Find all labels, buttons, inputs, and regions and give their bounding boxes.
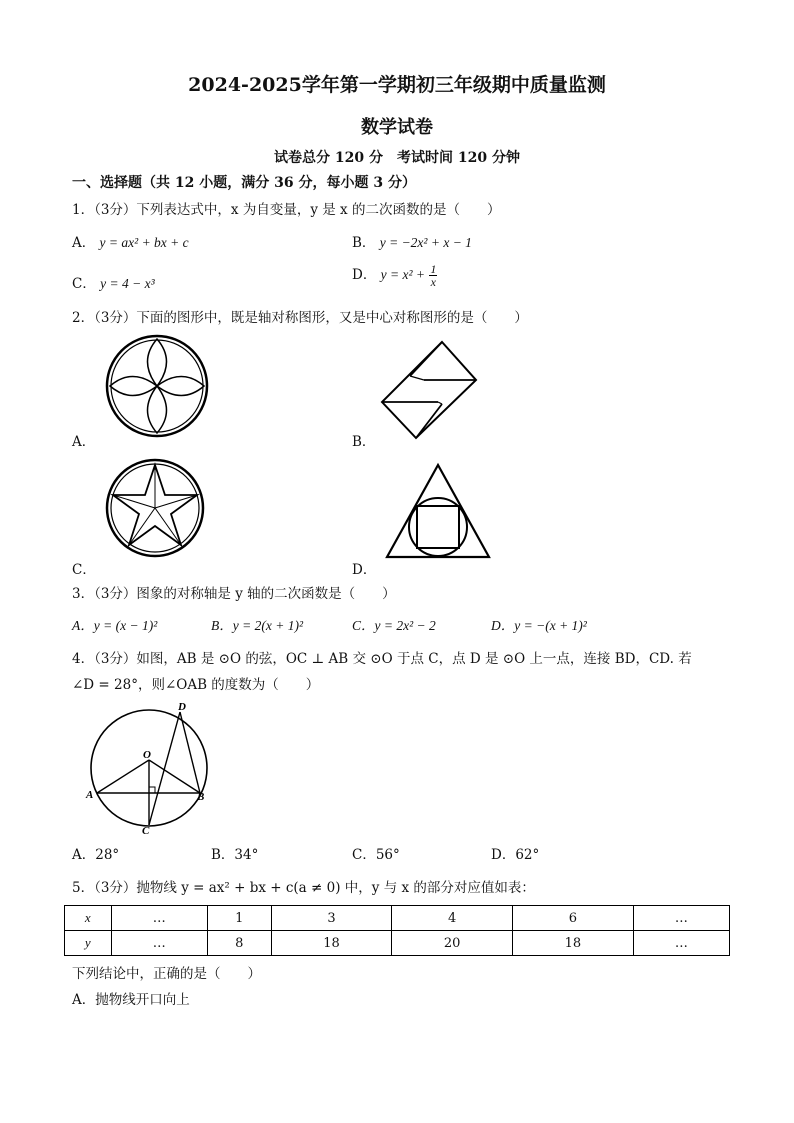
q2-option-a-label: A．: [72, 434, 96, 450]
value-table: [64, 905, 730, 956]
question-4-stem-line2: ∠D = 28°，则∠OAB 的度数为（ ）: [72, 677, 320, 693]
fraction-numerator: 1: [430, 262, 437, 276]
q3-option-b: B．y = 2(x + 1)²: [211, 618, 303, 633]
q4-option-c: C．56°: [352, 847, 400, 863]
question-3-stem: 3．（3分）图象的对称轴是 y 轴的二次函数是（ ）: [72, 586, 396, 602]
q1-option-d-fraction: [429, 263, 437, 288]
q4-option-a: A．28°: [72, 847, 120, 863]
q5-option-a: A．抛物线开口向上: [72, 992, 190, 1008]
q1-option-c: [72, 272, 155, 292]
table-cell: 6: [513, 906, 634, 931]
q1-option-b: [352, 231, 472, 251]
table-row: [65, 906, 730, 931]
table-cell: …: [633, 906, 729, 931]
q2-option-c-label: C．: [72, 562, 96, 578]
table-cell: 8: [207, 931, 271, 956]
q3-option-c: C．y = 2x² − 2: [352, 618, 436, 633]
q3-option-a: A．y = (x − 1)²: [72, 618, 158, 633]
table-cell: …: [111, 931, 207, 956]
q1-option-d-text: y = x² +: [380, 267, 426, 282]
q2-figure-b: [380, 340, 478, 440]
q1-option-b-text: y = −2x² + x − 1: [379, 235, 472, 250]
table-cell: 4: [392, 906, 513, 931]
q2-figure-c: [104, 457, 206, 559]
point-label-c: C: [142, 825, 150, 837]
table-cell: 20: [392, 931, 513, 956]
q2-figure-a: [104, 333, 210, 439]
q1-option-c-text: y = 4 − x³: [100, 276, 155, 291]
table-cell: 3: [271, 906, 392, 931]
question-1-stem: 1．（3分）下列表达式中，x 为自变量，y 是 x 的二次函数的是（ ）: [72, 202, 501, 218]
q1-option-a-text: y = ax² + bx + c: [99, 235, 189, 250]
exam-info: 试卷总分 120 分 考试时间 120 分钟: [274, 150, 520, 166]
q2-option-d-label: D．: [352, 562, 377, 578]
question-5-prompt: 下列结论中，正确的是（ ）: [72, 966, 261, 982]
q4-circle-figure: [84, 698, 214, 837]
q2-option-b-label: B．: [352, 434, 376, 450]
point-label-d: D: [178, 701, 186, 713]
q4-option-b: B．34°: [211, 847, 259, 863]
q1-option-a-label: A．: [72, 235, 96, 251]
q1-option-d: [352, 263, 437, 288]
question-2-stem: 2．（3分）下面的图形中，既是轴对称图形，又是中心对称图形的是（ ）: [72, 310, 528, 326]
q1-option-b-label: B．: [352, 235, 376, 251]
question-4-stem-line1: 4．（3分）如图，AB 是 ⊙O 的弦，OC ⊥ AB 交 ⊙O 于点 C，点 D 是 ⊙O 上一点，连接 BD，CD. 若: [72, 651, 692, 667]
table-cell: …: [111, 906, 207, 931]
q1-option-d-label: D．: [352, 267, 377, 283]
section-heading: 一、选择题（共 12 小题，满分 36 分，每小题 3 分）: [72, 175, 416, 191]
question-5-stem: 5．（3分）抛物线 y = ax² + bx + c(a ≠ 0) 中，y 与 x 的部分对应值如表：: [72, 880, 535, 896]
q2-figure-d: [385, 463, 491, 559]
q4-option-d: D．62°: [491, 847, 540, 863]
table-cell: 18: [513, 931, 634, 956]
subject-title: 数学试卷: [361, 117, 433, 138]
table-cell: y: [65, 931, 112, 956]
table-cell: 1: [207, 906, 271, 931]
point-label-a: A: [86, 789, 94, 801]
q3-option-d: D．y = −(x + 1)²: [491, 618, 587, 633]
table-cell: x: [65, 906, 112, 931]
point-label-o: O: [143, 749, 151, 761]
page-title: 2024-2025学年第一学期初三年级期中质量监测: [188, 74, 606, 96]
q1-option-c-label: C．: [72, 276, 96, 292]
table-cell: 18: [271, 931, 392, 956]
fraction-denominator: x: [430, 275, 436, 289]
point-label-b: B: [197, 791, 205, 803]
table-cell: …: [633, 931, 729, 956]
q1-option-a: [72, 231, 189, 251]
table-row: [65, 931, 730, 956]
